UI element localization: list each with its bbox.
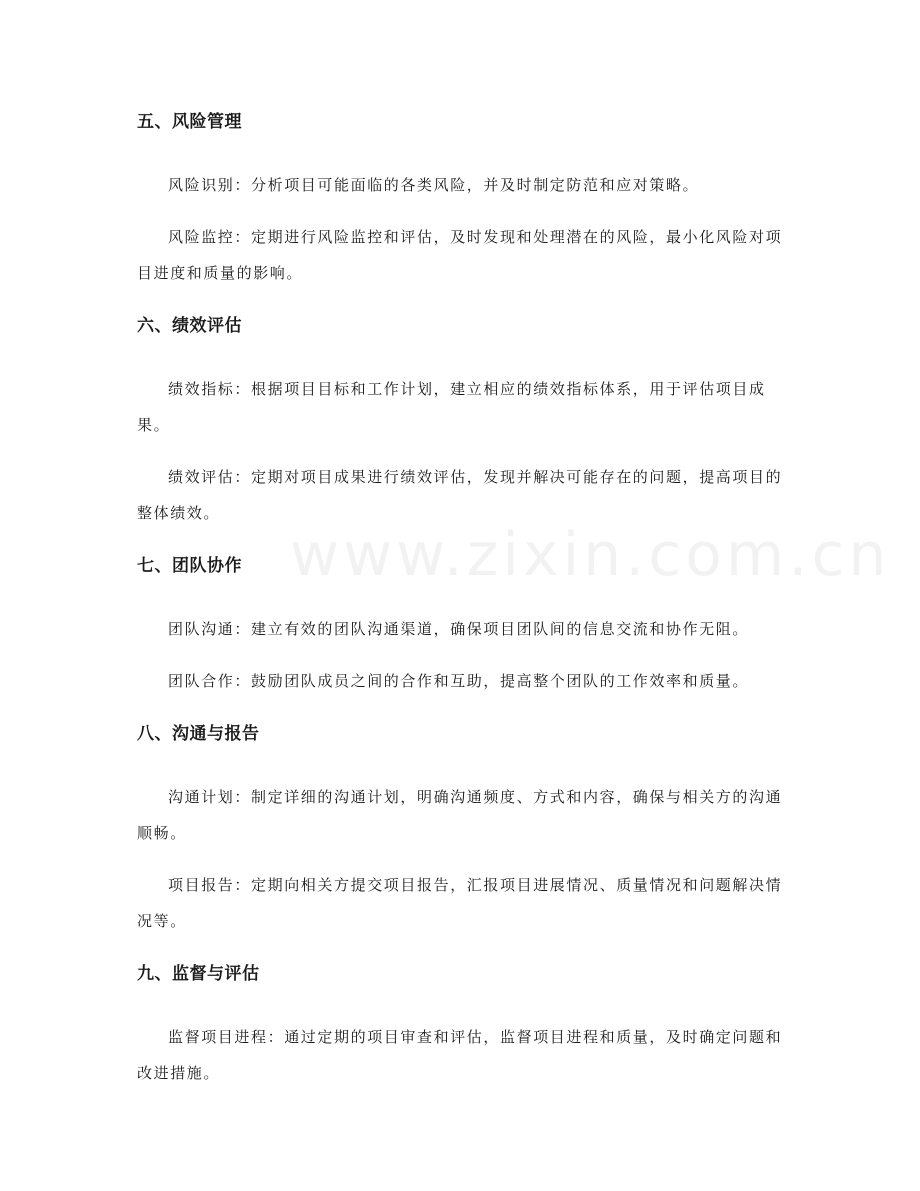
paragraph-project-report: 项目报告：定期向相关方提交项目报告，汇报项目进展情况、质量情况和问题解决情况等。: [137, 876, 783, 930]
section-heading-team-collaboration: 七、团队协作: [137, 556, 242, 576]
watermark: www.zixin.com.cn: [290, 520, 891, 590]
paragraph-supervise-progress: 监督项目进程：通过定期的项目审查和评估，监督项目进程和质量，及时确定问题和改进措施。: [137, 1028, 783, 1082]
section-heading-communication-reporting: 八、沟通与报告: [137, 724, 260, 744]
paragraph-risk-identification: 风险识别：分析项目可能面临的各类风险，并及时制定防范和应对策略。: [168, 176, 700, 194]
document-body: [137, 107, 891, 1091]
paragraph-risk-monitoring: 风险监控：定期进行风险监控和评估，及时发现和处理潜在的风险，最小化风险对项目进度和质量的影响。: [137, 228, 783, 282]
paragraph-communication-plan: 沟通计划：制定详细的沟通计划，明确沟通频度、方式和内容，确保与相关方的沟通顺畅。: [137, 788, 783, 842]
section-heading-risk-management: 五、风险管理: [137, 112, 242, 132]
paragraph-team-cooperation: 团队合作：鼓励团队成员之间的合作和互助，提高整个团队的工作效率和质量。: [168, 672, 750, 690]
section-heading-supervision-evaluation: 九、监督与评估: [137, 964, 260, 984]
paragraph-performance-indicators: 绩效指标：根据项目目标和工作计划，建立相应的绩效指标体系，用于评估项目成果。: [137, 380, 766, 434]
section-heading-performance-evaluation: 六、绩效评估: [137, 316, 242, 336]
paragraph-team-communication: 团队沟通：建立有效的团队沟通渠道，确保项目团队间的信息交流和协作无阻。: [168, 620, 750, 638]
paragraph-performance-assessment: 绩效评估：定期对项目成果进行绩效评估，发现并解决可能存在的问题，提高项目的整体绩效。: [137, 468, 783, 522]
